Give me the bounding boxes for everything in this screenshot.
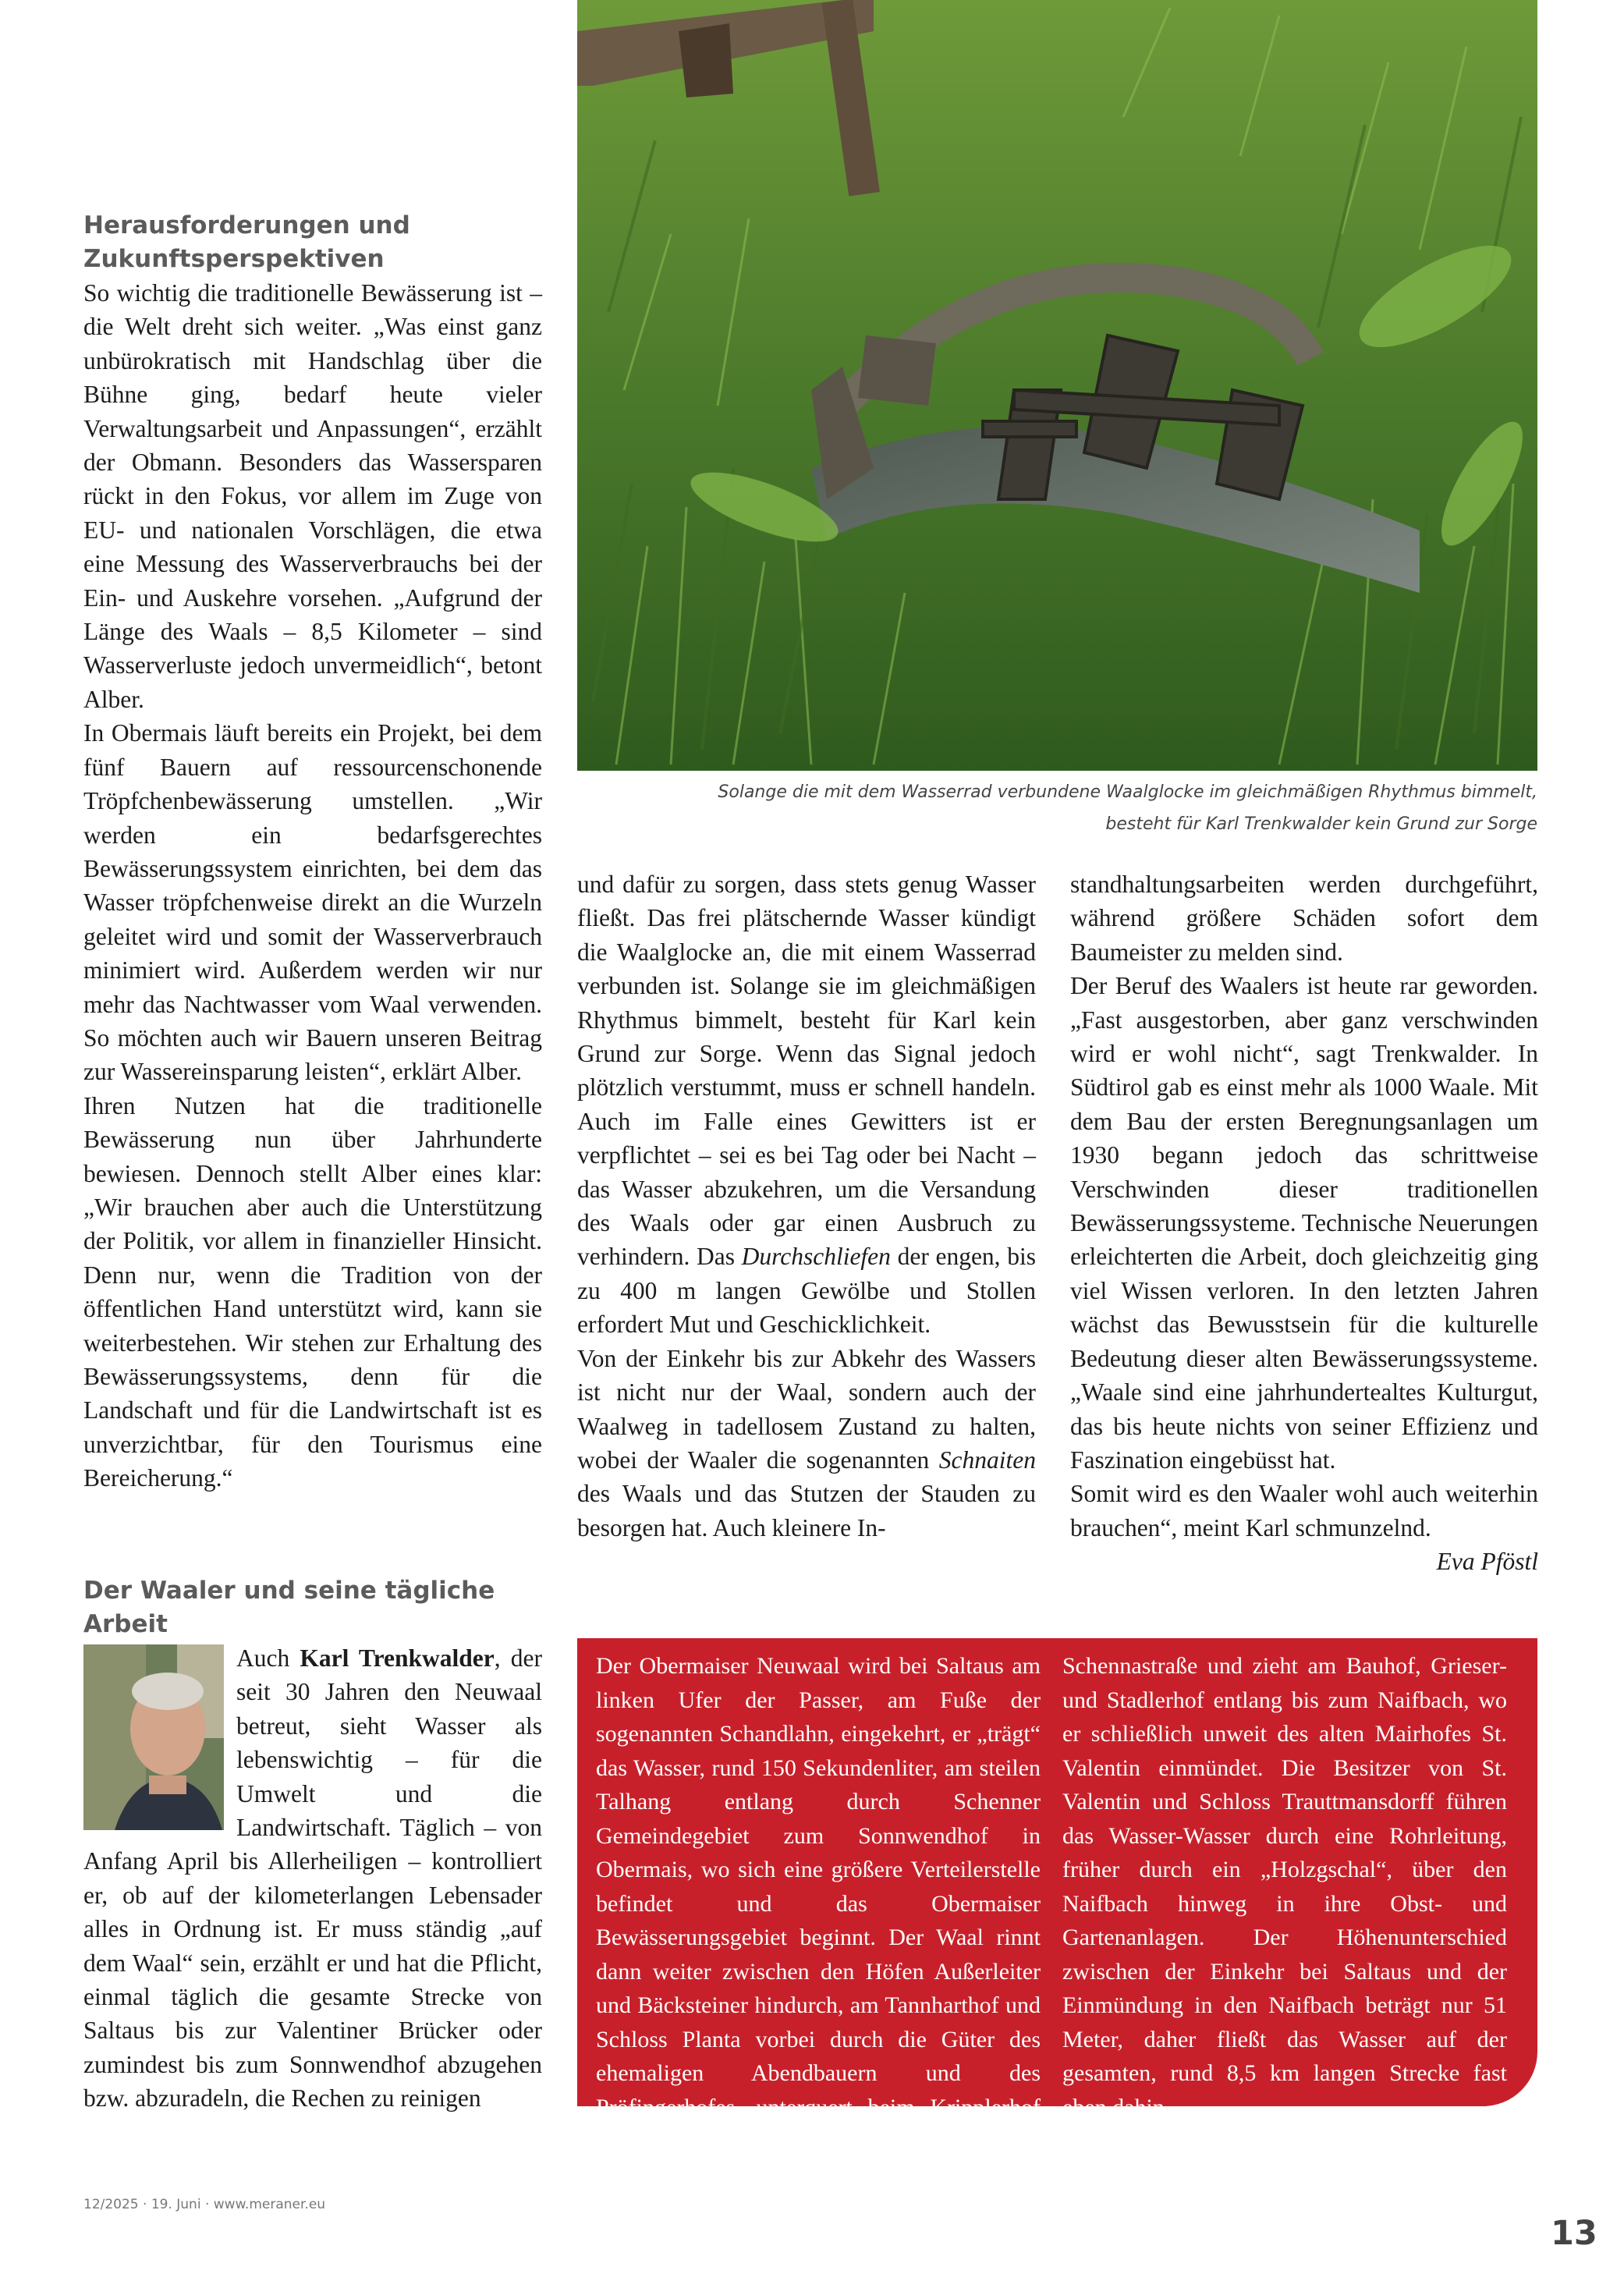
text-span: Täglich – von Anfang April bis Allerheiligen – kontrolliert er, ob auf der kilometerlangen Lebensader alles in Ordnung ist. Er muss ständig „auf dem Waal“ sein, erzählt er und hat die Pflicht, einmal täglich die gesamte Strecke von Saltaus bis zur Valentiner Brücker oder zumindest bis zum Sonnwendhof abzugehen bzw. abzuradeln, die Rechen zu reinigen: [83, 1814, 542, 2112]
paragraph: Ihren Nutzen hat die traditionelle Bewässerung nun über Jahrhunderte bewiesen. Dennoch stellt Alber eines klar: „Wir brauchen aber auch die Unterstützung der Politik, vor allem in finanzieller Hinsicht. Denn nur, wenn die Tradition von der öffentlichen Hand unterstützt wird, kann sie weiterbestehen. Wir stehen zur Erhaltung des Bewässerungssystems, denn für die Landschaft und für die Landwirtschaft ist es unverzichtbar, für den Tourismus eine Bereicherung.“: [83, 1091, 542, 1492]
column-left: [83, 209, 542, 1495]
text-span: der engen, bis zu 400 m langen Gewölbe und Stollen erfordert Mut und Geschicklichkeit.: [577, 1243, 1036, 1339]
heading-line: Zukunftsperspektiven: [83, 245, 385, 273]
caption-line: besteht für Karl Trenkwalder kein Grund zur Sorge: [1105, 814, 1537, 834]
column-middle: [577, 867, 1036, 1545]
text-span: Auch: [236, 1644, 300, 1672]
column-left-lower: [83, 1574, 542, 2116]
section-heading: [83, 1574, 542, 1641]
text-span: , der seit 30 Jahren den Neuwaal betreut, sieht Wasser als lebenswichtig – für die Umwelt und die Landwirtschaft.: [236, 1644, 542, 1842]
waterwheel-photo: [577, 0, 1537, 771]
italic-term: Schnaiten: [938, 1446, 1036, 1474]
heading-line: Herausforderungen und: [83, 211, 410, 239]
paragraph: [577, 867, 1036, 1342]
column-right: [1070, 867, 1538, 1579]
paragraph: Somit wird es den Waaler wohl auch weiterhin brauchen“, meint Karl schmunzelnd.: [1070, 1480, 1538, 1541]
caption-line: Solange die mit dem Wasserrad verbundene Waalglocke im gleichmäßigen Rhythmus bimmelt,: [718, 782, 1537, 802]
photo-caption: [577, 776, 1537, 840]
footer-issue-info: 12/2025 · 19. Juni · www.meraner.eu: [83, 2197, 326, 2212]
text-span: Von der Einkehr bis zur Abkehr des Wassers ist nicht nur der Waal, sondern auch der Waalweg in tadellosem Zustand zu halten, wobei der Waaler die sogenannten: [577, 1344, 1036, 1474]
person-name: Karl Trenkwalder: [300, 1644, 495, 1672]
paragraph: So wichtig die traditionelle Bewässerung ist – die Welt dreht sich weiter. „Was einst ganz unbürokratisch mit Handschlag über die Bühne ging, bedarf heute vieler Verwaltungsarbeit und Anpassungen“, erzählt der Obmann. Besonders das Wassersparen rückt in den Fokus, vor allem im Zuge von EU- und nationalen Vorschlägen, die etwa eine Messung des Wasserverbrauchs bei der Ein- und Auskehre vorsehen. „Aufgrund der Länge des Waals – 8,5 Kilometer – sind Wasserverluste jedoch unvermeidlich“, betont Alber.: [83, 279, 542, 713]
heading-line: Arbeit: [83, 1610, 168, 1638]
text-span: des Waals und das Stutzen der Stauden zu besorgen hat. Auch kleinere In-: [577, 1480, 1036, 1541]
paragraph: standhaltungsarbeiten werden durchgeführt, während größere Schäden sofort dem Baumeister zu melden sind.: [1070, 871, 1538, 966]
text-span: und dafür zu sorgen, dass stets genug Wasser fließt. Das frei plätschernde Wasser kündigt die Waalglocke an, die mit einem Wasserrad verbunden ist. Solange sie im gleichmäßigen Rhythmus bimmelt, besteht für Karl kein Grund zur Sorge. Wenn das Signal jedoch plötzlich verstummt, muss er schnell handeln. Auch im Falle eines Gewitters ist er verpflichtet – sei es bei Tag oder bei Nacht – das Wasser abzukehren, um die Versandung des Waals oder gar einen Ausbruch zu verhindern. Das: [577, 871, 1036, 1271]
paragraph: Der Beruf des Waalers ist heute rar geworden. „Fast ausgestorben, aber ganz verschwinden wird er wohl nicht“, sagt Trenkwalder. In Südtirol gab es einst mehr als 1000 Waale. Mit dem Bau der ersten Beregnungsanlagen um 1930 begann jedoch das schrittweise Verschwinden dieser traditionellen Bewässerungssysteme. Technische Neuerungen erleichterten die Arbeit, doch gleichzeitig ging viel Wissen verloren. In den letzten Jahren wächst das Bewusstsein für die kulturelle Bedeutung dieser alten Bewässerungssysteme. „Waale sind eine jahrhundertealtes Kulturgut, das bis heute nichts von seiner Effizienz und Faszination eingebüsst hat.: [1070, 972, 1538, 1474]
section-heading: [83, 209, 542, 276]
paragraph: [577, 1342, 1036, 1545]
author-signature: Eva Pföstl: [1436, 1548, 1538, 1576]
paragraph: In Obermais läuft bereits ein Projekt, bei dem fünf Bauern auf ressourcenschonende Tröpfchenbewässerung umstellen. „Wir werden ein bedarfsgerechtes Bewässerungssystem einrichten, bei dem das Wasser tröpfchenweise direkt an die Wurzeln geleitet wird und somit der Wasserverbrauch minimiert wird. Außerdem werden wir nur mehr das Nachtwasser vom Waal verwenden. So möchten auch wir Bauern unseren Beitrag zur Wassereinsparung leisten“, erklärt Alber.: [83, 719, 542, 1086]
info-box-right-text: Schennastraße und zieht am Bauhof, Grieser- und Stadlerhof entlang bis zum Naifbach, wo er schließlich unweit des alten Mairhofes St. Valentin einmündet. Die Besitzer von St. Valentin und Schloss Trauttmansdorff führen das Wasser-Wasser durch eine Rohrleitung, früher durch ein „Holzgschal“, über den Naifbach hinweg in ihre Obst- und Gartenanlagen. Der Höhenunterschied zwischen der Einkehr bei Saltaus und der Einmündung in den Naifbach beträgt nur 51 Meter, daher fließt das Wasser auf der gesamten, rund 8,5 km langen Strecke fast eben dahin.: [1062, 1653, 1507, 2120]
italic-term: Durchschliefen: [741, 1243, 891, 1271]
info-box: [577, 1638, 1537, 2154]
portrait-photo: [83, 1644, 224, 1830]
info-box-left-text: Der Obermaiser Neuwaal wird bei Saltaus am linken Ufer der Passer, am Fuße der sogenannten Schandlahn, eingekehrt, er „trägt“ das Wasser, rund 150 Sekundenliter, am steilen Talhang entlang durch Schenner Gemeindegebiet zum Sonnwendhof in Obermais, wo sich eine größere Verteilerstelle befindet und das Obermaiser Bewässerungsgebiet beginnt. Der Waal rinnt dann weiter zwischen den Höfen Außerleiter und Bäcksteiner hindurch, am Tannharthof und Schloss Planta vorbei durch die Güter des ehemaligen Abendbauern und des Pröfingerhofes, unterquert beim Kripplerhof die: [596, 1653, 1041, 2154]
page-number: 13: [1551, 2214, 1597, 2253]
heading-line: Der Waaler und seine tägliche: [83, 1577, 495, 1605]
